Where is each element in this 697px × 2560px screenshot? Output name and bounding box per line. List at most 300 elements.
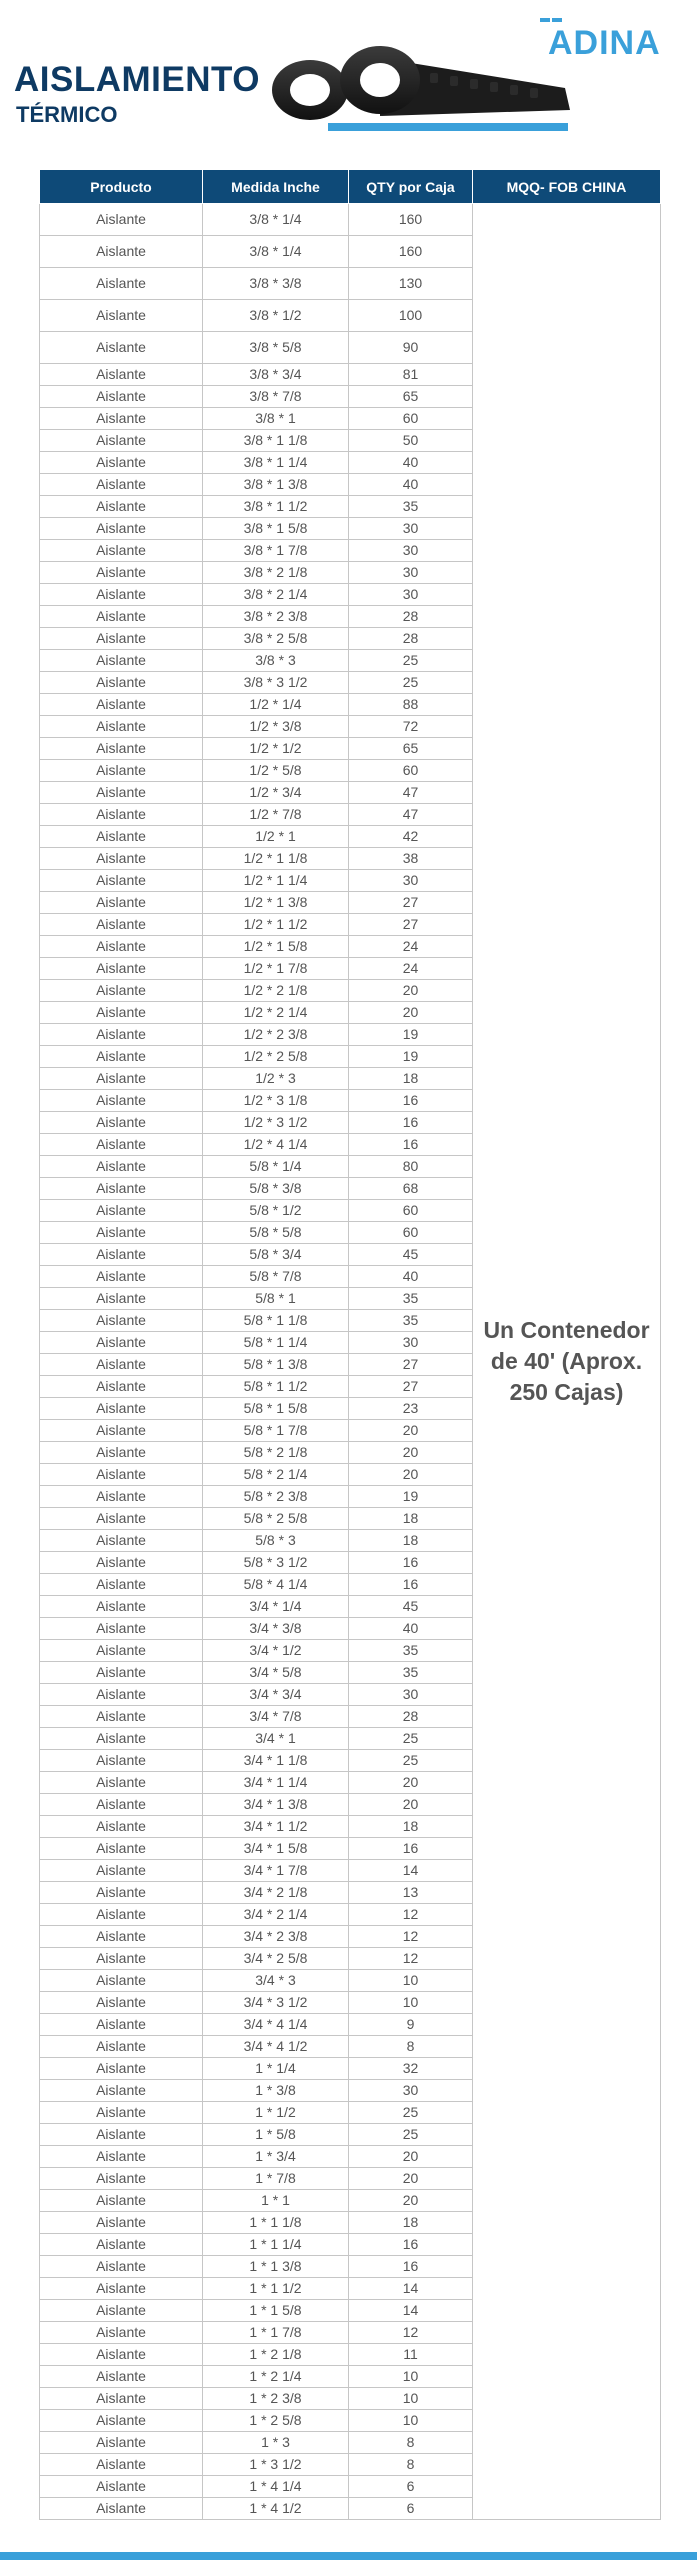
cell-qty: 25: [349, 1728, 473, 1750]
cell-producto: Aislante: [40, 848, 203, 870]
cell-producto: Aislante: [40, 452, 203, 474]
cell-qty: 130: [349, 268, 473, 300]
cell-producto: Aislante: [40, 386, 203, 408]
cell-qty: 68: [349, 1178, 473, 1200]
cell-qty: 47: [349, 782, 473, 804]
cell-producto: Aislante: [40, 2080, 203, 2102]
cell-qty: 18: [349, 1508, 473, 1530]
cell-producto: Aislante: [40, 1552, 203, 1574]
cell-producto: Aislante: [40, 300, 203, 332]
cell-medida: 1/2 * 2 5/8: [203, 1046, 349, 1068]
cell-qty: 35: [349, 1640, 473, 1662]
cell-producto: Aislante: [40, 738, 203, 760]
cell-producto: Aislante: [40, 1442, 203, 1464]
cell-qty: 32: [349, 2058, 473, 2080]
cell-qty: 25: [349, 672, 473, 694]
cell-qty: 27: [349, 1354, 473, 1376]
cell-medida: 3/8 * 2 1/8: [203, 562, 349, 584]
cell-medida: 5/8 * 1: [203, 1288, 349, 1310]
cell-medida: 5/8 * 2 5/8: [203, 1508, 349, 1530]
cell-qty: 16: [349, 1134, 473, 1156]
cell-qty: 30: [349, 1332, 473, 1354]
cell-producto: Aislante: [40, 1332, 203, 1354]
cell-medida: 1/2 * 3: [203, 1068, 349, 1090]
cell-producto: Aislante: [40, 2322, 203, 2344]
cell-qty: 8: [349, 2432, 473, 2454]
cell-qty: 30: [349, 562, 473, 584]
cell-qty: 19: [349, 1046, 473, 1068]
cell-medida: 1 * 1 3/8: [203, 2256, 349, 2278]
cell-qty: 35: [349, 496, 473, 518]
cell-qty: 30: [349, 1684, 473, 1706]
cell-medida: 3/8 * 1 7/8: [203, 540, 349, 562]
cell-medida: 5/8 * 2 3/8: [203, 1486, 349, 1508]
cell-medida: 5/8 * 1 1/4: [203, 1332, 349, 1354]
cell-medida: 3/8 * 1 5/8: [203, 518, 349, 540]
cell-producto: Aislante: [40, 1618, 203, 1640]
cell-producto: Aislante: [40, 1794, 203, 1816]
cell-qty: 10: [349, 1970, 473, 1992]
cell-qty: 45: [349, 1596, 473, 1618]
cell-producto: Aislante: [40, 2036, 203, 2058]
cell-producto: Aislante: [40, 1002, 203, 1024]
cell-medida: 5/8 * 3/8: [203, 1178, 349, 1200]
cell-medida: 3/4 * 1/4: [203, 1596, 349, 1618]
cell-medida: 1 * 7/8: [203, 2168, 349, 2190]
cell-medida: 3/4 * 1/2: [203, 1640, 349, 1662]
cell-qty: 160: [349, 236, 473, 268]
cell-medida: 1/2 * 1/2: [203, 738, 349, 760]
cell-producto: Aislante: [40, 1838, 203, 1860]
cell-medida: 1/2 * 1 1/8: [203, 848, 349, 870]
cell-qty: 10: [349, 2388, 473, 2410]
cell-qty: 11: [349, 2344, 473, 2366]
insulation-tube-image: [270, 40, 580, 130]
cell-medida: 3/8 * 3: [203, 650, 349, 672]
cell-producto: Aislante: [40, 1574, 203, 1596]
cell-qty: 100: [349, 300, 473, 332]
col-header-producto: Producto: [40, 170, 203, 204]
cell-producto: Aislante: [40, 2300, 203, 2322]
cell-medida: 1/2 * 3 1/2: [203, 1112, 349, 1134]
cell-qty: 35: [349, 1288, 473, 1310]
logo: ADINA: [548, 24, 661, 62]
cell-qty: 24: [349, 958, 473, 980]
cell-qty: 24: [349, 936, 473, 958]
table-body: [40, 204, 661, 2520]
cell-qty: 12: [349, 1948, 473, 1970]
cell-medida: 3/4 * 5/8: [203, 1662, 349, 1684]
cell-qty: 25: [349, 2124, 473, 2146]
cell-producto: Aislante: [40, 1992, 203, 2014]
cell-qty: 40: [349, 474, 473, 496]
cell-qty: 20: [349, 1420, 473, 1442]
cell-qty: 60: [349, 1200, 473, 1222]
cell-qty: 65: [349, 738, 473, 760]
cell-producto: Aislante: [40, 1530, 203, 1552]
cell-producto: Aislante: [40, 2454, 203, 2476]
cell-producto: Aislante: [40, 2410, 203, 2432]
cell-medida: 1/2 * 1 3/8: [203, 892, 349, 914]
cell-producto: Aislante: [40, 958, 203, 980]
cell-medida: 1/2 * 7/8: [203, 804, 349, 826]
cell-qty: 30: [349, 870, 473, 892]
cell-qty: 60: [349, 760, 473, 782]
cell-medida: 3/8 * 3/8: [203, 268, 349, 300]
cell-qty: 6: [349, 2498, 473, 2520]
cell-producto: Aislante: [40, 540, 203, 562]
cell-medida: 1/2 * 3/8: [203, 716, 349, 738]
cell-producto: Aislante: [40, 1464, 203, 1486]
cell-medida: 1 * 1 1/8: [203, 2212, 349, 2234]
cell-medida: 3/8 * 1: [203, 408, 349, 430]
cell-producto: Aislante: [40, 1200, 203, 1222]
cell-medida: 3/4 * 2 1/4: [203, 1904, 349, 1926]
cell-producto: Aislante: [40, 1288, 203, 1310]
cell-producto: Aislante: [40, 1816, 203, 1838]
cell-qty: 8: [349, 2454, 473, 2476]
cell-medida: 3/4 * 1 3/8: [203, 1794, 349, 1816]
cell-producto: Aislante: [40, 672, 203, 694]
col-header-qty: QTY por Caja: [349, 170, 473, 204]
cell-producto: Aislante: [40, 1882, 203, 1904]
cell-medida: 3/8 * 3/4: [203, 364, 349, 386]
footer-bar: [0, 2552, 697, 2560]
cell-producto: Aislante: [40, 870, 203, 892]
cell-medida: 1 * 4 1/4: [203, 2476, 349, 2498]
cell-producto: Aislante: [40, 1244, 203, 1266]
cell-producto: Aislante: [40, 2476, 203, 2498]
cell-qty: 30: [349, 2080, 473, 2102]
cell-producto: Aislante: [40, 1860, 203, 1882]
cell-qty: 65: [349, 386, 473, 408]
cell-qty: 16: [349, 1112, 473, 1134]
cell-producto: Aislante: [40, 1112, 203, 1134]
cell-qty: 28: [349, 606, 473, 628]
cell-medida: 3/8 * 1 1/2: [203, 496, 349, 518]
cell-qty: 50: [349, 430, 473, 452]
cell-medida: 5/8 * 1 5/8: [203, 1398, 349, 1420]
cell-producto: Aislante: [40, 2058, 203, 2080]
cell-qty: 16: [349, 1574, 473, 1596]
cell-qty: 47: [349, 804, 473, 826]
cell-medida: 1/2 * 2 1/8: [203, 980, 349, 1002]
cell-qty: 20: [349, 2168, 473, 2190]
cell-producto: Aislante: [40, 1134, 203, 1156]
cell-qty: 25: [349, 2102, 473, 2124]
cell-producto: Aislante: [40, 474, 203, 496]
cell-qty: 28: [349, 628, 473, 650]
cell-producto: Aislante: [40, 2498, 203, 2520]
cell-qty: 20: [349, 2190, 473, 2212]
cell-qty: 60: [349, 408, 473, 430]
cell-qty: 88: [349, 694, 473, 716]
cell-medida: 1 * 2 1/4: [203, 2366, 349, 2388]
cell-producto: Aislante: [40, 2388, 203, 2410]
cell-qty: 35: [349, 1662, 473, 1684]
col-header-mqq: MQQ- FOB CHINA: [473, 170, 661, 204]
cell-medida: 3/4 * 1 5/8: [203, 1838, 349, 1860]
cell-medida: 3/8 * 3 1/2: [203, 672, 349, 694]
cell-producto: Aislante: [40, 2102, 203, 2124]
cell-medida: 1/2 * 2 3/8: [203, 1024, 349, 1046]
cell-medida: 1/2 * 3/4: [203, 782, 349, 804]
cell-producto: Aislante: [40, 1376, 203, 1398]
cell-qty: 20: [349, 1772, 473, 1794]
cell-producto: Aislante: [40, 2278, 203, 2300]
cell-qty: 72: [349, 716, 473, 738]
cell-producto: Aislante: [40, 584, 203, 606]
cell-producto: Aislante: [40, 1684, 203, 1706]
cell-qty: 28: [349, 1706, 473, 1728]
cell-producto: Aislante: [40, 1596, 203, 1618]
cell-qty: 6: [349, 2476, 473, 2498]
cell-medida: 3/8 * 1 1/8: [203, 430, 349, 452]
cell-producto: Aislante: [40, 562, 203, 584]
cell-medida: 3/8 * 2 3/8: [203, 606, 349, 628]
cell-qty: 19: [349, 1486, 473, 1508]
cell-medida: 1/2 * 1 5/8: [203, 936, 349, 958]
cell-qty: 16: [349, 2256, 473, 2278]
cell-qty: 40: [349, 1266, 473, 1288]
cell-qty: 30: [349, 584, 473, 606]
cell-medida: 1/2 * 1 1/4: [203, 870, 349, 892]
cell-producto: Aislante: [40, 2190, 203, 2212]
mqq-note: Un Contenedor de 40' (Aprox. 250 Cajas): [473, 204, 661, 2520]
cell-qty: 18: [349, 1816, 473, 1838]
cell-medida: 1 * 5/8: [203, 2124, 349, 2146]
cell-producto: Aislante: [40, 826, 203, 848]
accent-bar: [328, 123, 568, 131]
cell-qty: 20: [349, 1002, 473, 1024]
cell-qty: 8: [349, 2036, 473, 2058]
cell-producto: Aislante: [40, 1046, 203, 1068]
cell-qty: 13: [349, 1882, 473, 1904]
page-subtitle: TÉRMICO: [16, 102, 118, 127]
cell-producto: Aislante: [40, 1156, 203, 1178]
price-table: [39, 169, 661, 2520]
cell-qty: 40: [349, 1618, 473, 1640]
cell-qty: 20: [349, 1442, 473, 1464]
cell-medida: 1 * 1: [203, 2190, 349, 2212]
cell-qty: 10: [349, 2366, 473, 2388]
cell-producto: Aislante: [40, 1904, 203, 1926]
cell-producto: Aislante: [40, 2432, 203, 2454]
table-header-row: [40, 170, 661, 204]
cell-medida: 3/4 * 3/4: [203, 1684, 349, 1706]
cell-producto: Aislante: [40, 1772, 203, 1794]
cell-medida: 5/8 * 1/2: [203, 1200, 349, 1222]
cell-medida: 3/8 * 1/2: [203, 300, 349, 332]
cell-medida: 1/2 * 4 1/4: [203, 1134, 349, 1156]
cell-producto: Aislante: [40, 1420, 203, 1442]
cell-producto: Aislante: [40, 2212, 203, 2234]
cell-qty: 81: [349, 364, 473, 386]
cell-medida: 1 * 3 1/2: [203, 2454, 349, 2476]
cell-qty: 27: [349, 1376, 473, 1398]
cell-producto: Aislante: [40, 2234, 203, 2256]
cell-producto: Aislante: [40, 1310, 203, 1332]
cell-medida: 5/8 * 5/8: [203, 1222, 349, 1244]
cell-medida: 1 * 4 1/2: [203, 2498, 349, 2520]
cell-qty: 18: [349, 1530, 473, 1552]
cell-qty: 42: [349, 826, 473, 848]
cell-producto: Aislante: [40, 606, 203, 628]
cell-qty: 80: [349, 1156, 473, 1178]
cell-medida: 3/8 * 2 1/4: [203, 584, 349, 606]
cell-producto: Aislante: [40, 1486, 203, 1508]
cell-producto: Aislante: [40, 204, 203, 236]
cell-medida: 1 * 2 3/8: [203, 2388, 349, 2410]
cell-producto: Aislante: [40, 1354, 203, 1376]
cell-producto: Aislante: [40, 2168, 203, 2190]
cell-producto: Aislante: [40, 760, 203, 782]
cell-medida: 5/8 * 1 7/8: [203, 1420, 349, 1442]
cell-producto: Aislante: [40, 2366, 203, 2388]
cell-medida: 5/8 * 2 1/8: [203, 1442, 349, 1464]
cell-producto: Aislante: [40, 408, 203, 430]
cell-medida: 5/8 * 1 1/8: [203, 1310, 349, 1332]
cell-qty: 14: [349, 1860, 473, 1882]
cell-medida: 1 * 3: [203, 2432, 349, 2454]
cell-qty: 12: [349, 1904, 473, 1926]
cell-producto: Aislante: [40, 892, 203, 914]
cell-producto: Aislante: [40, 1706, 203, 1728]
cell-producto: Aislante: [40, 650, 203, 672]
cell-qty: 12: [349, 1926, 473, 1948]
cell-medida: 5/8 * 3/4: [203, 1244, 349, 1266]
cell-medida: 3/4 * 2 5/8: [203, 1948, 349, 1970]
cell-medida: 1 * 1 7/8: [203, 2322, 349, 2344]
cell-qty: 16: [349, 2234, 473, 2256]
col-header-medida: Medida Inche: [203, 170, 349, 204]
cell-producto: Aislante: [40, 2146, 203, 2168]
cell-producto: Aislante: [40, 1750, 203, 1772]
cell-medida: 1/2 * 1 7/8: [203, 958, 349, 980]
cell-qty: 25: [349, 1750, 473, 1772]
cell-qty: 20: [349, 1464, 473, 1486]
cell-medida: 3/8 * 7/8: [203, 386, 349, 408]
cell-producto: Aislante: [40, 496, 203, 518]
cell-medida: 1/2 * 5/8: [203, 760, 349, 782]
cell-qty: 30: [349, 518, 473, 540]
cell-qty: 16: [349, 1838, 473, 1860]
cell-medida: 3/8 * 1 1/4: [203, 452, 349, 474]
cell-producto: Aislante: [40, 518, 203, 540]
cell-producto: Aislante: [40, 1266, 203, 1288]
cell-producto: Aislante: [40, 1024, 203, 1046]
cell-medida: 1 * 2 5/8: [203, 2410, 349, 2432]
cell-qty: 160: [349, 204, 473, 236]
cell-producto: Aislante: [40, 2014, 203, 2036]
cell-producto: Aislante: [40, 236, 203, 268]
cell-medida: 5/8 * 2 1/4: [203, 1464, 349, 1486]
cell-qty: 20: [349, 1794, 473, 1816]
cell-producto: Aislante: [40, 2124, 203, 2146]
cell-medida: 1/2 * 1/4: [203, 694, 349, 716]
cell-qty: 10: [349, 2410, 473, 2432]
cell-medida: 3/4 * 2 3/8: [203, 1926, 349, 1948]
cell-qty: 20: [349, 980, 473, 1002]
cell-medida: 3/8 * 1/4: [203, 236, 349, 268]
cell-qty: 90: [349, 332, 473, 364]
cell-qty: 9: [349, 2014, 473, 2036]
cell-producto: Aislante: [40, 716, 203, 738]
cell-medida: 5/8 * 3 1/2: [203, 1552, 349, 1574]
cell-qty: 12: [349, 2322, 473, 2344]
cell-qty: 38: [349, 848, 473, 870]
cell-medida: 1 * 1 1/4: [203, 2234, 349, 2256]
cell-qty: 27: [349, 892, 473, 914]
cell-medida: 5/8 * 1 1/2: [203, 1376, 349, 1398]
cell-producto: Aislante: [40, 1970, 203, 1992]
cell-medida: 1 * 3/8: [203, 2080, 349, 2102]
cell-qty: 16: [349, 1090, 473, 1112]
cell-medida: 5/8 * 4 1/4: [203, 1574, 349, 1596]
cell-medida: 3/8 * 5/8: [203, 332, 349, 364]
cell-producto: Aislante: [40, 1178, 203, 1200]
cell-medida: 3/4 * 1 1/2: [203, 1816, 349, 1838]
cell-medida: 3/4 * 3/8: [203, 1618, 349, 1640]
cell-medida: 1/2 * 1: [203, 826, 349, 848]
cell-qty: 25: [349, 650, 473, 672]
cell-qty: 40: [349, 452, 473, 474]
cell-producto: Aislante: [40, 1222, 203, 1244]
cell-producto: Aislante: [40, 1926, 203, 1948]
cell-qty: 27: [349, 914, 473, 936]
cell-medida: 1 * 2 1/8: [203, 2344, 349, 2366]
cell-qty: 16: [349, 1552, 473, 1574]
cell-medida: 1 * 1/2: [203, 2102, 349, 2124]
cell-medida: 1 * 1 1/2: [203, 2278, 349, 2300]
cell-medida: 1/2 * 1 1/2: [203, 914, 349, 936]
cell-medida: 5/8 * 1/4: [203, 1156, 349, 1178]
cell-medida: 3/4 * 1 1/4: [203, 1772, 349, 1794]
cell-producto: Aislante: [40, 1640, 203, 1662]
cell-qty: 18: [349, 1068, 473, 1090]
cell-producto: Aislante: [40, 332, 203, 364]
cell-producto: Aislante: [40, 364, 203, 386]
page-title: AISLAMIENTO: [14, 60, 260, 99]
cell-medida: 1 * 3/4: [203, 2146, 349, 2168]
cell-medida: 3/4 * 1 7/8: [203, 1860, 349, 1882]
cell-qty: 35: [349, 1310, 473, 1332]
cell-medida: 5/8 * 7/8: [203, 1266, 349, 1288]
cell-qty: 23: [349, 1398, 473, 1420]
cell-qty: 19: [349, 1024, 473, 1046]
cell-qty: 45: [349, 1244, 473, 1266]
cell-qty: 30: [349, 540, 473, 562]
cell-medida: 3/4 * 3: [203, 1970, 349, 1992]
cell-medida: 1 * 1 5/8: [203, 2300, 349, 2322]
cell-producto: Aislante: [40, 1508, 203, 1530]
cell-producto: Aislante: [40, 628, 203, 650]
cell-producto: Aislante: [40, 2344, 203, 2366]
cell-qty: 10: [349, 1992, 473, 2014]
cell-producto: Aislante: [40, 430, 203, 452]
cell-medida: 5/8 * 3: [203, 1530, 349, 1552]
cell-medida: 3/4 * 3 1/2: [203, 1992, 349, 2014]
table-row: [40, 204, 661, 236]
cell-producto: Aislante: [40, 1090, 203, 1112]
cell-producto: Aislante: [40, 1068, 203, 1090]
cell-producto: Aislante: [40, 268, 203, 300]
cell-producto: Aislante: [40, 782, 203, 804]
page-header: [0, 0, 697, 160]
cell-medida: 3/4 * 1 1/8: [203, 1750, 349, 1772]
cell-medida: 3/4 * 2 1/8: [203, 1882, 349, 1904]
cell-medida: 3/4 * 1: [203, 1728, 349, 1750]
